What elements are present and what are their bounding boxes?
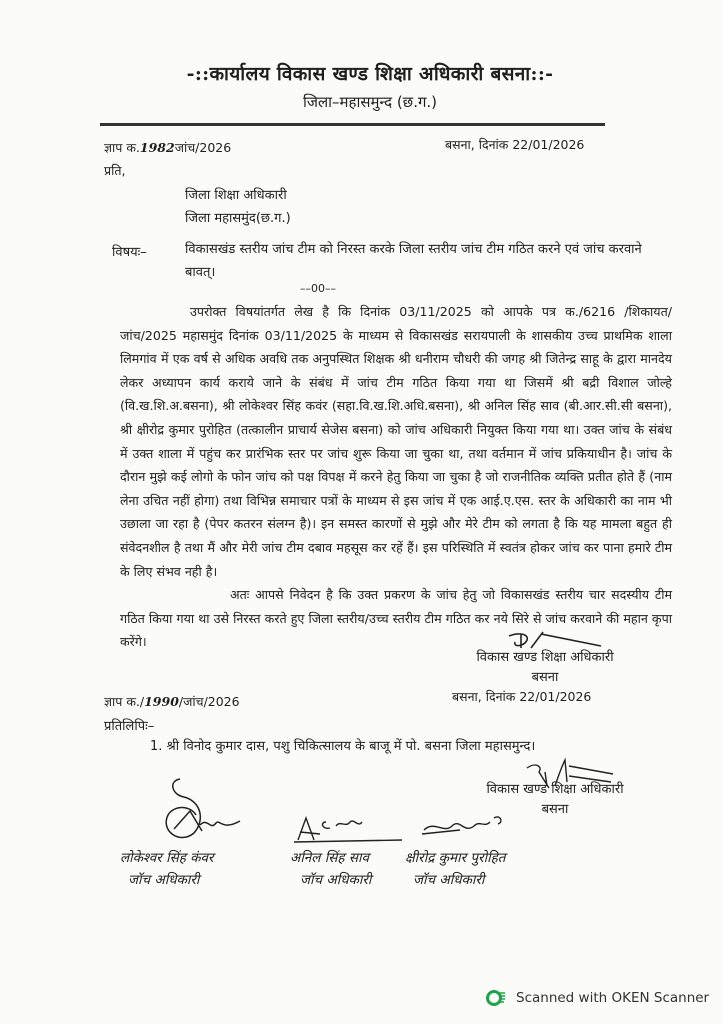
scanner-watermark-text: Scanned with OKEN Scanner [516,990,710,1006]
investigator-role-2: जॉच अधिकारी [300,872,372,888]
memo-suffix: जांच/2026 [174,140,232,155]
header-divider [100,123,605,126]
body-paragraph-2: अतः आपसे निवेदन है कि उक्त प्रकरण के जांच हेतु जो विकासखंड स्तरीय चार सदस्यीय टीम गठित किया गया था उसे निरस्त करते हुए जिला स्तरीय/उच्च स्तरीय टीम गठित कर नये सिरे से जांच करवाने की महान कृपा करेंगे। [120,587,672,650]
memo-number-2 [104,693,240,710]
letter-body [120,300,672,654]
investigator-name-1: लोकेश्वर सिंह कंवर [120,850,214,866]
signature-block-1 [440,648,650,688]
signatory-designation: विकास खण्ड शिक्षा अधिकारी [486,782,624,797]
signatory-place: बसना [541,802,569,817]
signatory-place: बसना [531,670,559,685]
investigator-role-1: जॉच अधिकारी [128,872,200,888]
memo-handwritten-number: 1990 [144,694,179,709]
letter-date: बसना, दिनांक 22/01/2026 [445,137,585,152]
letterhead-district: जिला–महासमुन्द (छ.ग.) [302,93,438,111]
signatory-designation: विकास खण्ड शिक्षा अधिकारी [476,650,614,665]
copy-item: 1. श्री विनोद कुमार दास, पशु चिकित्सालय के बाजू में पो. बसना जिला महासमुन्द। [150,739,536,754]
investigator-signature-3 [420,812,510,840]
oken-scanner-logo-icon [486,989,506,1007]
copy-label: प्रतिलिपिः– [104,719,155,734]
investigator-signature-1 [150,775,245,845]
letterhead-title: -::कार्यालय विकास खण्ड शिक्षा अधिकारी बसना::- [186,63,554,85]
body-paragraph-1: उपरोक्त विषयांतर्गत लेख है कि दिनांक 03/11/2025 को आपके पत्र क./6216 /शिकायत/जांच/2025 महासमुंद दिनांक 03/11/2025 के माध्यम से विकासखंड सरायपाली के शासकीय उच्च प्राथमिक शाला लिमगांव में एक वर्ष से अधिक अवधि तक अनुपस्थित शिक्षक श्री धनीराम चौधरी की जगह श्री जितेन्द्र साहू के द्वारा मानदेय लेकर अध्यापन कार्य कराये जाने के संबंध में जांच टीम गठित किया गया था जिसमें श्री बद्री विशाल जोल्हे (वि.ख.शि.अ.बसना), श्री लोकेश्वर सिंह कवंर (सहा.वि.ख.शि.अधि.बसना), श्री अनिल सिंह साव (बी.आर.सी.सी बसना), श्री क्षीरोद्र कुमार पुरोहित (तत्कालीन प्राचार्य सेजेस बसना) को जांच अधिकारी नियुक्त किया गया था। उक्त जांच के संबंध में उक्त शाला में पहुंच कर प्रारंभिक स्तर पर जांच शुरू किया जा चुका था, तथा वर्तमान में जांच प्रकियाधीन है। जांच के दौरान मुझे कई लोगो के फोन जांच को पक्ष विपक्ष में करने हेतु किया जा चुका है जो राजनीतिक व्यक्ति प्रतीत होते हैं (नाम लेना उचित नहीं होगा) तथा विभिन्न समाचार पत्रों के माध्यम से इस जांच में एक आई.ए.एस. स्तर के अधिकारी का नाम भी उछाला जा रहा है (पेपर कतरन संलग्न है)। इन समस्त कारणों से मुझे और मेरे टीम को लगता है कि यह मामला बहुत ही संवेदनशील है तथा मैं और मेरी जांच टीम दबाव महसूस कर रहें हैं। इस परिस्थिति में स्वतंत्र होकर जांच कर पाना हमारे टीम के लिए संभव नही है। [120,304,672,579]
investigator-signature-2 [290,812,410,844]
subject-label: विषयः– [112,245,147,260]
investigator-name-3: क्षीरोद्र कुमार पुरोहित [405,850,506,866]
memo-handwritten-number: 1982 [139,140,175,155]
recipient-prefix: प्रति, [104,163,126,178]
separator: ––00–– [300,282,336,295]
memo-prefix: ज्ञाप क. [104,140,140,155]
memo-prefix: ज्ञाप क./ [104,694,145,709]
recipient-line-2: जिला महासमुंद(छ.ग.) [185,211,291,226]
investigator-name-2: अनिल सिंह साव [290,850,369,866]
investigator-role-3: जॉच अधिकारी [413,872,485,888]
recipient-line-1: जिला शिक्षा अधिकारी [185,188,287,203]
memo-number-1 [104,139,231,156]
subject-text: विकासखंड स्तरीय जांच टीम को निरस्त करके जिला स्तरीय जांच टीम गठित करने एवं जांच करवाने बावत्। [185,242,642,280]
scanner-watermark [486,989,709,1007]
copy-date: बसना, दिनांक 22/01/2026 [452,689,592,704]
memo-suffix: /जांच/2026 [178,694,240,709]
